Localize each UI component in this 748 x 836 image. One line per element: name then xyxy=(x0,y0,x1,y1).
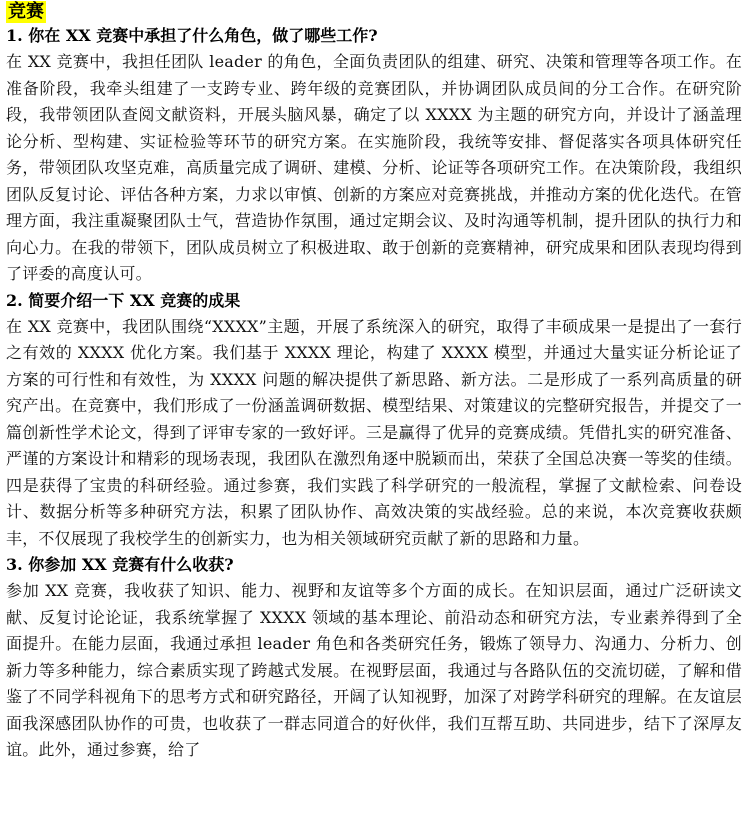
answer-3-paragraph: 参加 XX 竞赛，我收获了知识、能力、视野和友谊等多个方面的成长。在知识层面，通过广泛研读文献、反复讨论论证，我系统掌握了 XXXX 领域的基本理论、前沿动态和研究方法，专业素养得到了全面提升。在能力层面，我通过承担 leader 角色和各类研究任务，锻炼了领导力、沟通力、分析力、创新力等多种能力，综合素质实现了跨越式发展。在视野层面，我通过与各路队伍的交流切磋，了解和借鉴了不同学科视角下的思考方式和研究路径，开阔了认知视野，加深了对跨学科研究的理解。在友谊层面我深感团队协作的可贵，也收获了一群志同道合的好伙伴，我们互帮互助、共同进步，结下了深厚友谊。此外，通过参赛，给了 xyxy=(6,581,742,759)
answer-2-paragraph: 在 XX 竞赛中，我团队围绕“XXXX”主题，开展了系统深入的研究，取得了丰硕成果一是提出了一套行之有效的 XXXX 优化方案。我们基于 XXXX 理论，构建了 XXXX 模型，并通过大量实证分析论证了方案的可行性和有效性，为 XXXX 问题的解决提供了新思路、新方法。二是形成了一系列高质量的研究产出。在竞赛中，我们形成了一份涵盖调研数据、模型结果、对策建议的完整研究报告，并提交了一篇创新性学术论文，得到了评审专家的一致好评。三是赢得了优异的竞赛成绩。凭借扎实的研究准备、严谨的方案设计和精彩的现场表现，我团队在激烈角逐中脱颖而出，荣获了全国总决赛一等奖的佳绩。四是获得了宝贵的科研经验。通过参赛，我们实践了科学研究的一般流程，掌握了文献检索、问卷设计、数据分析等多种研究方法，积累了团队协作、高效决策的实战经验。总的来说，本次竞赛收获颇丰，不仅展现了我校学生的创新实力，也为相关领域研究贡献了新的思路和力量。 xyxy=(6,316,742,548)
answer-1-paragraph: 在 XX 竞赛中，我担任团队 leader 的角色，全面负责团队的组建、研究、决策和管理等各项工作。在准备阶段，我牵头组建了一支跨专业、跨年级的竞赛团队，并协调团队成员间的分工合作。在研究阶段，我带领团队查阅文献资料，开展头脑风暴，确定了以 XXXX 为主题的研究方向，并设计了涵盖理论分析、型构建、实证检验等环节的研究方案。在实施阶段，我统等安排、督促落实各项具体研究任务，带领团队攻坚克难，高质量完成了调研、建模、分析、论证等各项研究工作。在决策阶段，我组织团队反复讨论、评估各种方案，力求以审慎、创新的方案应对竞赛挑战，并推动方案的优化迭代。在管理方面，我注重凝聚团队士气，营造协作氛围，通过定期会议、及时沟通等机制，提升团队的执行力和向心力。在我的带领下，团队成员树立了积极进取、敢于创新的竞赛精神，研究成果和团队表现均得到了评委的高度认可。 xyxy=(6,52,742,283)
question-3-heading: 3. 你参加 XX 竞赛有什么收获? xyxy=(6,555,234,574)
document-page xyxy=(6,0,742,764)
section-tag: 竞赛 xyxy=(8,1,44,22)
question-2-heading: 2. 简要介绍一下 XX 竞赛的成果 xyxy=(6,290,241,310)
question-1-heading: 1. 你在 XX 竞赛中承担了什么角色，做了哪些工作? xyxy=(6,26,378,45)
